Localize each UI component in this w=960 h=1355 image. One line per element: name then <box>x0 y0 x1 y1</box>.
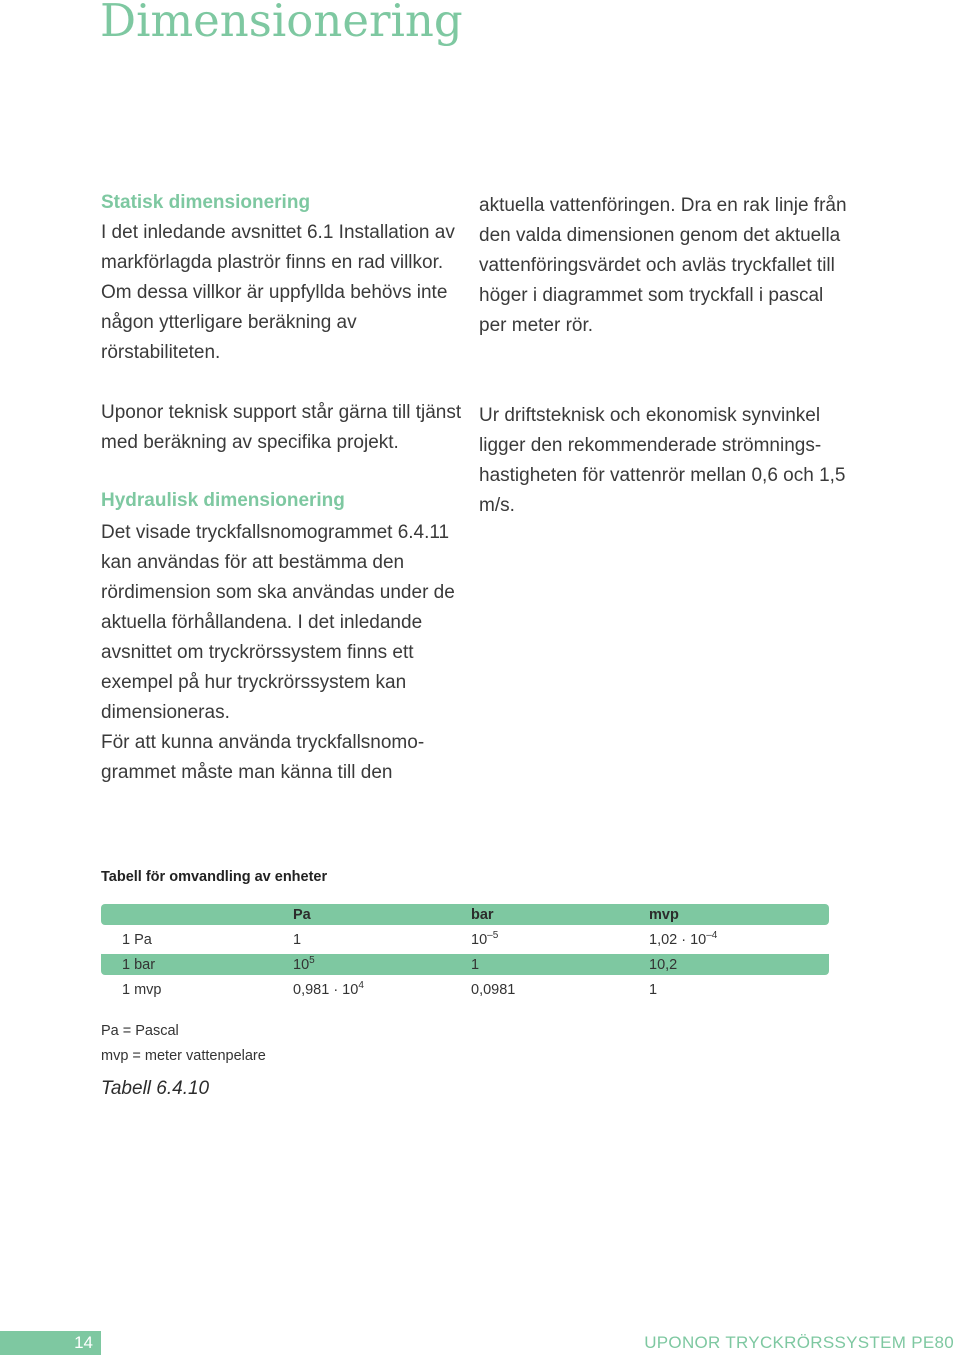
table-cell <box>450 925 628 950</box>
table-header-row <box>101 904 829 925</box>
left-column <box>101 188 471 788</box>
table-cell <box>628 925 829 950</box>
table-header-cell: mvp <box>628 904 829 925</box>
statisk-heading: Statisk dimensionering <box>101 192 311 213</box>
row-label: 1 mvp <box>101 975 272 1000</box>
page-number-bar <box>0 1331 101 1355</box>
cell-exponent: 4 <box>358 979 364 991</box>
row-label: 1 Pa <box>101 925 272 950</box>
table-row <box>101 975 829 1000</box>
table-cell: 0,0981 <box>450 975 628 1000</box>
support-paragraph: Uponor teknisk support står gärna till tjänst med beräkning av specifika projekt. <box>101 402 462 453</box>
footer-title: UPONOR TRYCKRÖRSSYSTEM PE80 <box>644 1333 954 1352</box>
table-notes <box>101 1019 266 1069</box>
page-number: 14 <box>74 1333 93 1352</box>
table-cell: 1 <box>272 925 450 950</box>
cell-base: 10 <box>293 956 310 973</box>
table-row <box>101 950 829 975</box>
cell-base: 1,02 · 10 <box>649 931 707 948</box>
table-header-cell: bar <box>450 904 628 925</box>
table-cell <box>272 975 450 1000</box>
hydraulisk-heading: Hydraulisk dimensionering <box>101 490 345 511</box>
nomogram-paragraph: För att kunna använda tryckfallsnomo-grammet måste man känna till den <box>101 732 425 783</box>
cell-exponent: 5 <box>309 954 315 966</box>
cell-base: 10 <box>471 931 488 948</box>
hydraulisk-paragraph: Det visade tryckfallsnomogrammet 6.4.11 kan användas för att bestämma den rördimension som ska användas under de aktuella förhållandena. I det inledande avsnittet om tryckrörssystem finns ett exempel på hur tryckrörssystem kan dimensioneras. <box>101 522 455 723</box>
table-caption: Tabell för omvandling av enheter <box>101 869 328 885</box>
table-cell <box>272 950 450 975</box>
table-cell: 10,2 <box>628 950 829 975</box>
note-pascal: Pa = Pascal <box>101 1023 179 1039</box>
cell-exponent: –5 <box>487 929 499 941</box>
table-reference: Tabell 6.4.10 <box>101 1078 210 1099</box>
cell-exponent: –4 <box>706 929 718 941</box>
table-cell: 1 <box>628 975 829 1000</box>
cell-base: 0,981 · 10 <box>293 981 359 998</box>
continuation-paragraph: aktuella vattenföringen. Dra en rak linje från den valda dimensionen genom det aktuella vattenföringsvärdet och avläs tryckfallet till höger i diagrammet som tryckfall i pascal per meter rör. <box>479 195 847 336</box>
table-header-cell <box>101 904 272 925</box>
conversion-table <box>101 904 829 1000</box>
page-title: Dimensionering <box>100 0 463 47</box>
table-row <box>101 925 829 950</box>
velocity-paragraph: Ur driftsteknisk och ekonomisk synvinkel ligger den rekommenderade strömnings-hastigheten för vattenrör mellan 0,6 och 1,5 m/s. <box>479 405 846 516</box>
statisk-paragraph: I det inledande avsnittet 6.1 Installation av markförlagda plaströr finns en rad villkor. Om dessa villkor är uppfyllda behövs inte någon ytterligare beräkning av rörstabiliteten. <box>101 222 455 363</box>
table-header-cell: Pa <box>272 904 450 925</box>
note-mvp: mvp = meter vattenpelare <box>101 1048 266 1064</box>
table-cell: 1 <box>450 950 628 975</box>
row-label: 1 bar <box>101 950 272 975</box>
right-column <box>479 191 849 521</box>
